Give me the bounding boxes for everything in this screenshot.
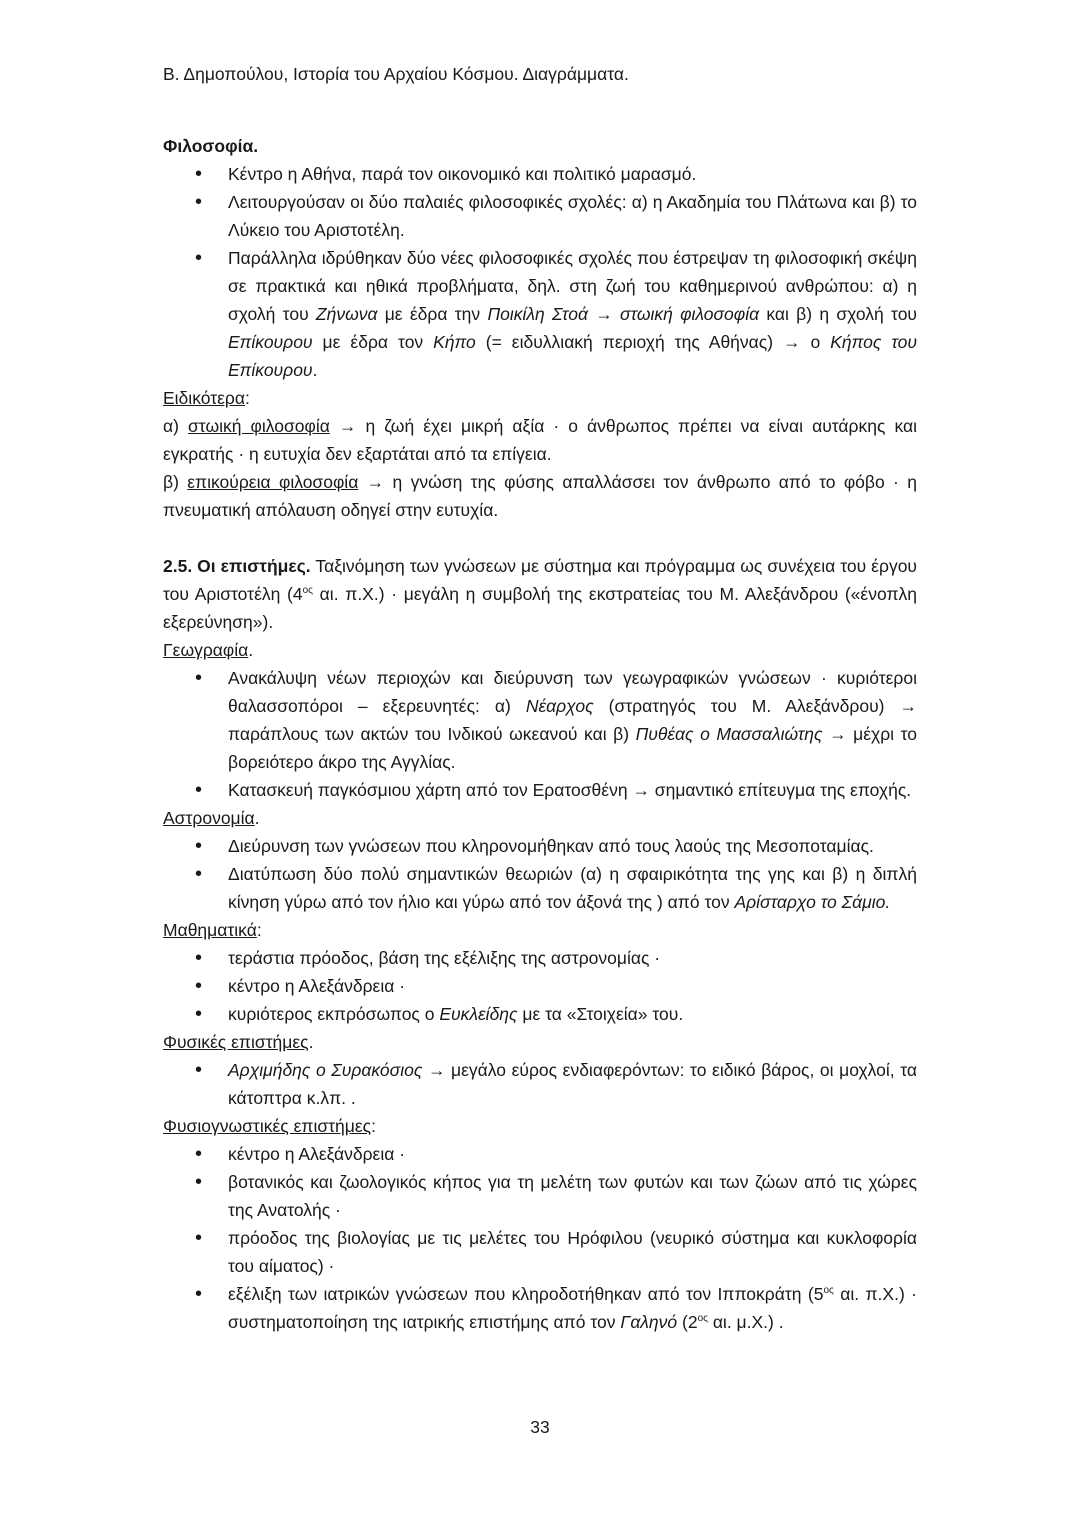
italic-term: στωική φιλοσοφία (619, 304, 760, 324)
section-heading: 2.5. Οι επιστήμες. (163, 556, 311, 576)
italic-term: Γαληνό (620, 1312, 678, 1332)
label-suffix: : (371, 1116, 376, 1136)
label-suffix: . (248, 640, 254, 660)
underlined-label: Φυσικές επιστήμες (163, 1032, 309, 1052)
list-item: • βοτανικός και ζωολογικός κήπος για τη μελέτη των φυτών και των ζώων από τις χώρες της Ανατολής · (163, 1168, 917, 1224)
label-suffix: . (254, 808, 260, 828)
list-item: • πρόοδος της βιολογίας με τις μελέτες του Ηρόφιλου (νευρικό σύστημα και κυκλοφορία του αίματος) · (163, 1224, 917, 1280)
text-span: Διατύπωση δύο πολύ σημαντικών θεωριών (α) η σφαιρικότητα της γης και β) η διπλή κίνηση γύρω από τον ήλιο και γύρω από τον άξονά της ) από τον (228, 864, 917, 912)
underlined-label: Φυσιογνωστικές επιστήμες (163, 1116, 372, 1136)
text-span: και β) η σχολή του (759, 304, 917, 324)
italic-term: Αρίσταρχο το Σάμιο. (734, 892, 891, 912)
mathematics-list (163, 944, 917, 1028)
sciences-intro (163, 552, 917, 636)
italic-term: Αρχιμήδης ο Συρακόσιος (228, 1060, 423, 1080)
text-span: αι. μ.Χ.) . (707, 1312, 784, 1332)
list-item (163, 664, 917, 776)
label-suffix: : (256, 920, 262, 940)
list-item (163, 1056, 917, 1112)
text-span: Ταξινόμηση των γνώσεων με σύστημα και πρόγραμμα ως συνέχεια του έργου του Αριστοτέλη (4 (163, 556, 917, 604)
text-span: με έδρα τον (312, 332, 434, 352)
underlined-label: Αστρονομία (163, 808, 255, 828)
list-item: • κέντρο η Αλεξάνδρεια · (163, 1140, 917, 1168)
text-span: με έδρα την (377, 304, 488, 324)
label-suffix: . (308, 1032, 314, 1052)
running-header: Β. Δημοπούλου, Ιστορία του Αρχαίου Κόσμου. Διαγράμματα. (163, 64, 629, 84)
underlined-label: Μαθηματικά (163, 920, 257, 940)
text-span: αι. π.Χ.) · μεγάλη η συμβολή της εκστρατείας του Μ. Αλεξάνδρου («ένοπλη εξερεύνηση»). (163, 584, 917, 632)
list-item: • Διεύρυνση των γνώσεων που κληρονομήθηκαν από τους λαούς της Μεσοποταμίας. (163, 832, 917, 860)
geography-list (163, 664, 917, 804)
underlined-label: Γεωγραφία (163, 640, 249, 660)
text-span: αι. π.Χ.) · συστηματοποίηση της ιατρικής επιστήμης από τον (228, 1284, 917, 1332)
list-item: • κέντρο η Αλεξάνδρεια · (163, 972, 917, 1000)
text-span: β) (163, 472, 188, 492)
page-number: 33 (530, 1417, 550, 1437)
text-span: (= ειδυλλιακή περιοχή της Αθήνας) → ο (475, 332, 831, 352)
list-item (163, 244, 917, 384)
geography-label (163, 636, 917, 664)
document-page (163, 60, 917, 1336)
superscript: ος (697, 1313, 708, 1324)
italic-term: Κήπο (433, 332, 476, 352)
italic-term: Ευκλείδης (439, 1004, 518, 1024)
italic-term: Ποικίλη Στοά (487, 304, 588, 324)
stoic-paragraph (163, 412, 917, 468)
list-item (163, 860, 917, 916)
mathematics-label (163, 916, 917, 944)
italic-term: Ζήνωνα (315, 304, 378, 324)
superscript: ος (302, 585, 313, 596)
list-item: • Κέντρο η Αθήνα, παρά τον οικονομικό και πολιτικό μαρασμό. (163, 160, 917, 188)
superscript: ος (823, 1285, 834, 1296)
physics-label (163, 1028, 917, 1056)
italic-term: Κήπος του Επίκουρου (228, 332, 917, 380)
natural-sciences-list (163, 1140, 917, 1336)
text-span: → μέχρι το βορειότερο άκρο της Αγγλίας. (228, 724, 917, 772)
astronomy-label (163, 804, 917, 832)
text-span: Ανακάλυψη νέων περιοχών και διεύρυνση των γεωγραφικών γνώσεων · κυριότεροι θαλασσοπόροι – εξερευνητές: α) (228, 668, 917, 716)
text-span: . (312, 360, 318, 380)
epicurean-paragraph (163, 468, 917, 524)
text-span: → η γνώση της φύσης απαλλάσσει τον άνθρωπο από το φόβο · η πνευματική απόλαυση οδηγεί στην ευτυχία. (163, 472, 917, 520)
italic-term: Πυθέας ο Μασσαλιώτης (635, 724, 823, 744)
spacer (163, 524, 917, 552)
text-span: με τα «Στοιχεία» του. (517, 1004, 684, 1024)
philosophy-list (163, 160, 917, 384)
natural-sciences-label (163, 1112, 917, 1140)
text-span: α) (163, 416, 188, 436)
text-span: (2 (677, 1312, 698, 1332)
arrow-text: → (587, 304, 620, 324)
italic-term: Επίκουρου (228, 332, 313, 352)
list-item (163, 1280, 917, 1336)
underlined-term: στωική φιλοσοφία (188, 416, 330, 436)
text-span: εξέλιξη των ιατρικών γνώσεων που κληροδοτήθηκαν από τον Ιπποκράτη (5 (228, 1284, 824, 1304)
underlined-label: Ειδικότερα (163, 388, 245, 408)
text-span: (στρατηγός του Μ. Αλεξάνδρου) → παράπλους των ακτών του Ινδικού ωκεανού και β) (228, 696, 917, 744)
text-span: κυριότερος εκπρόσωπος ο (228, 1004, 440, 1024)
list-item (163, 1000, 917, 1028)
specifically-label (163, 384, 917, 412)
text-span: → μεγάλο εύρος ενδιαφερόντων: το ειδικό βάρος, οι μοχλοί, τα κάτοπτρα κ.λπ. . (228, 1060, 917, 1108)
text-span: Παράλληλα ιδρύθηκαν δύο νέες φιλοσοφικές σχολές που έστρεψαν τη φιλοσοφική σκέψη σε πρακτικά και ηθικά προβλήματα, δηλ. στη ζωή του καθημερινού ανθρώπου: α) η σχολή του (228, 248, 917, 324)
underlined-term: επικούρεια φιλοσοφία (187, 472, 359, 492)
list-item: • Κατασκευή παγκόσμιου χάρτη από τον Ερατοσθένη → σημαντικό επίτευγμα της εποχής. (163, 776, 917, 804)
italic-term: Νέαρχος (525, 696, 594, 716)
label-suffix: : (245, 388, 250, 408)
text-span: → η ζωή έχει μικρή αξία · ο άνθρωπος πρέπει να είναι αυτάρκης και εγκρατής · η ευτυχία δεν εξαρτάται από τα επίγεια. (163, 416, 918, 464)
physics-list (163, 1056, 917, 1112)
list-item: • Λειτουργούσαν οι δύο παλαιές φιλοσοφικές σχολές: α) η Ακαδημία του Πλάτωνα και β) το Λύκειο του Αριστοτέλη. (163, 188, 917, 244)
philosophy-heading: Φιλοσοφία. (163, 136, 259, 156)
astronomy-list (163, 832, 917, 916)
list-item: • τεράστια πρόοδος, βάση της εξέλιξης της αστρονομίας · (163, 944, 917, 972)
